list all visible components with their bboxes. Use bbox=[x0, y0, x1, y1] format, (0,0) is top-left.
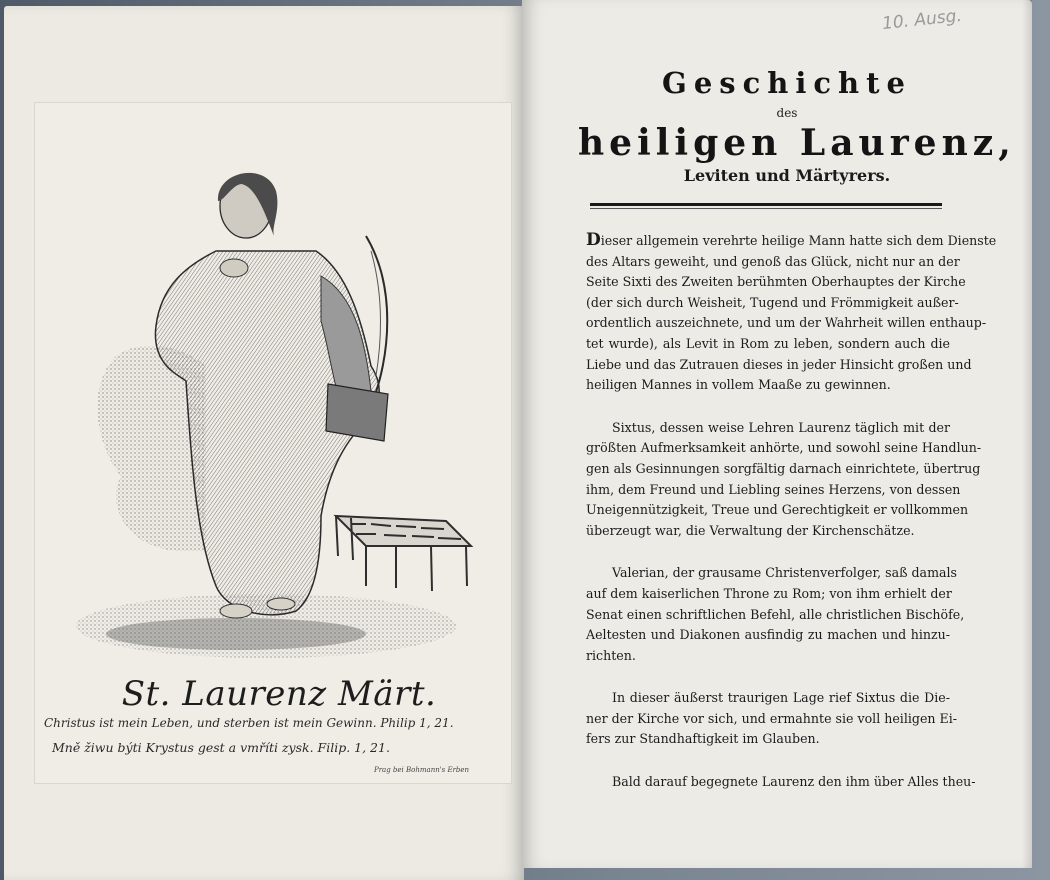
paragraph-line bbox=[586, 418, 950, 439]
pencil-annotation: 10. Ausg. bbox=[881, 5, 963, 35]
paragraph-line bbox=[586, 375, 950, 396]
left-page bbox=[4, 6, 524, 880]
paragraph-line bbox=[586, 438, 982, 459]
paragraph-line bbox=[586, 334, 950, 355]
line-text: tet wurde), als Levit in Rom zu leben, sondern auch die bbox=[586, 335, 950, 351]
title-heiligen-laurenz: heiligen Laurenz, bbox=[578, 122, 1016, 164]
paragraph-line bbox=[586, 709, 957, 730]
printer-imprint: Prag bei Bohmann's Erben bbox=[374, 766, 470, 774]
paragraph-line bbox=[586, 480, 961, 501]
paragraph-line bbox=[586, 500, 969, 521]
line-text: Aeltesten und Diakonen ausfindig zu machen und hinzu- bbox=[586, 627, 950, 643]
paragraph-line bbox=[586, 729, 950, 750]
paragraph bbox=[586, 418, 982, 542]
paragraph-line bbox=[586, 563, 958, 584]
drop-cap: D bbox=[586, 230, 601, 250]
paragraph-line bbox=[586, 605, 965, 626]
line-text: Seite Sixti des Zweiten berühmten Oberhauptes der Kirche bbox=[586, 274, 966, 290]
title-rule bbox=[590, 203, 942, 206]
body-text bbox=[586, 230, 997, 815]
saint-lawrence-engraving bbox=[66, 156, 486, 666]
paragraph-line bbox=[586, 293, 959, 314]
paragraph-line bbox=[586, 230, 997, 252]
line-text: gen als Gesinnungen sorgfältig darnach einrichtete, übertrug bbox=[586, 460, 981, 476]
caption-czech-verse: Mně žiwu býti Krystus gest a vmříti zysk. Filip. 1, 21. bbox=[52, 740, 390, 755]
line-text: Bald darauf begegnete Laurenz den ihm über Alles theu- bbox=[612, 774, 976, 790]
line-text: ordentlich auszeichnete, und um der Wahrheit willen enthaup- bbox=[586, 315, 987, 331]
line-text: Senat einen schriftlichen Befehl, alle christlichen Bischöfe, bbox=[586, 606, 965, 622]
paragraph bbox=[586, 688, 957, 750]
paragraph-line bbox=[586, 646, 950, 667]
line-text: überzeugt war, die Verwaltung der Kirchenschätze. bbox=[586, 522, 915, 538]
paragraph-line bbox=[586, 688, 950, 709]
line-text: fers zur Standhaftigkeit im Glauben. bbox=[586, 731, 820, 747]
line-text: auf dem kaiserlichen Throne zu Rom; von ihm erhielt der bbox=[586, 585, 952, 601]
line-text: des Altars geweiht, und genoß das Glück, nicht nur an der bbox=[586, 253, 960, 269]
right-page bbox=[522, 0, 1032, 868]
line-text: heiligen Mannes in vollem Maaße zu gewinnen. bbox=[586, 377, 891, 393]
subtitle-leviten: Leviten und Märtyrers. bbox=[683, 166, 891, 185]
paragraph bbox=[586, 563, 965, 666]
line-text: ieser allgemein verehrte heilige Mann hatte sich dem Dienste bbox=[600, 233, 997, 248]
paragraph-line bbox=[586, 459, 981, 480]
gridiron bbox=[336, 516, 471, 591]
paragraph-line bbox=[586, 313, 987, 334]
line-text: Liebe und das Zutrauen dieses in jeder Hinsicht großen und bbox=[586, 356, 972, 372]
line-text: größten Aufmerksamkeit anhörte, und sowohl seine Handlun- bbox=[586, 440, 982, 456]
caption-german-verse: Christus ist mein Leben, und sterben ist mein Gewinn. Philip 1, 21. bbox=[44, 716, 454, 730]
line-text: Uneigennützigkeit, Treue und Gerechtigkeit er vollkommen bbox=[586, 502, 969, 518]
title-rule-thin bbox=[590, 208, 942, 209]
paragraph-line bbox=[586, 521, 950, 542]
line-text: richten. bbox=[586, 647, 636, 663]
paragraph-line bbox=[586, 272, 966, 293]
paragraph bbox=[586, 772, 976, 793]
paragraph-line bbox=[586, 355, 972, 376]
paragraph-line bbox=[586, 584, 950, 605]
paragraph-line bbox=[586, 625, 950, 646]
line-text: In dieser äußerst traurigen Lage rief Sixtus die Die- bbox=[612, 690, 950, 706]
line-text: Valerian, der grausame Christenverfolger, saß damals bbox=[612, 565, 958, 581]
paragraph bbox=[586, 230, 997, 396]
line-text: ner der Kirche vor sich, und ermahnte sie voll heiligen Ei- bbox=[586, 710, 957, 726]
engraving-caption-title: St. Laurenz Märt. bbox=[121, 674, 437, 714]
paragraph-line bbox=[586, 772, 976, 793]
title-geschichte: Geschichte bbox=[662, 66, 912, 100]
line-text: ihm, dem Freund und Liebling seines Herzens, von dessen bbox=[586, 481, 961, 497]
line-text: (der sich durch Weisheit, Tugend und Frömmigkeit außer- bbox=[586, 294, 959, 310]
paragraph-line bbox=[586, 252, 960, 273]
line-text: Sixtus, dessen weise Lehren Laurenz täglich mit der bbox=[612, 419, 950, 435]
title-des: des bbox=[776, 106, 798, 120]
